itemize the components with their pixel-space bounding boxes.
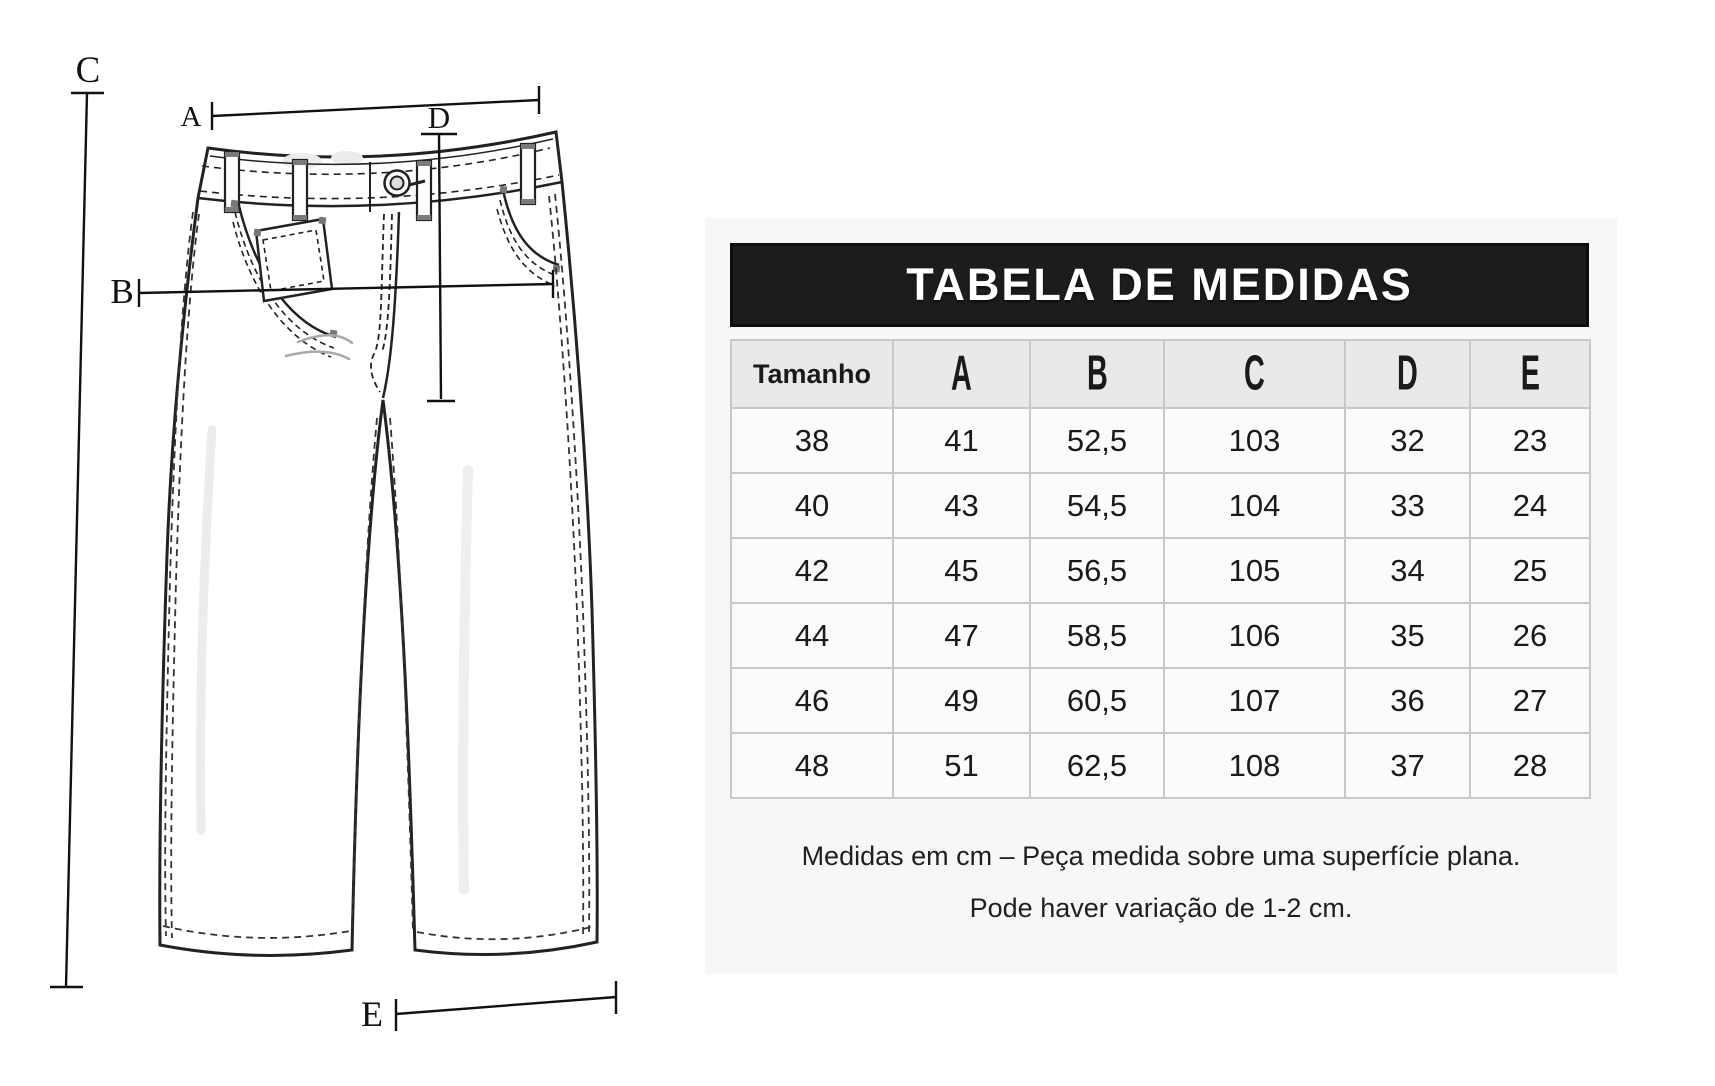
table-cell: 41: [893, 408, 1030, 473]
size-table: [730, 339, 1591, 799]
table-cell: 35: [1345, 603, 1470, 668]
measure-line-e: [396, 997, 616, 1014]
waist-button-inner: [391, 177, 404, 190]
table-cell: 34: [1345, 538, 1470, 603]
measurement-label-a: A: [180, 101, 202, 133]
measurement-e: [396, 981, 616, 1031]
measurement-label-c: C: [75, 50, 101, 91]
table-cell: 24: [1470, 473, 1590, 538]
table-cell: 60,5: [1030, 668, 1164, 733]
table-cell: 28: [1470, 733, 1590, 798]
table-cell: 107: [1164, 668, 1345, 733]
table-cell: 56,5: [1030, 538, 1164, 603]
table-cell: 33: [1345, 473, 1470, 538]
table-cell: 47: [893, 603, 1030, 668]
belt-loop: [293, 160, 307, 220]
jeans-technical-sketch: [0, 0, 660, 1086]
table-cell: 54,5: [1030, 473, 1164, 538]
table-cell: 104: [1164, 473, 1345, 538]
belt-loop: [521, 144, 535, 204]
table-cell-size: 40: [731, 473, 893, 538]
measurement-notes: [705, 830, 1617, 934]
table-cell: 106: [1164, 603, 1345, 668]
column-header-e: E: [1470, 340, 1590, 408]
table-cell: 58,5: [1030, 603, 1164, 668]
table-cell: 25: [1470, 538, 1590, 603]
table-cell: 105: [1164, 538, 1345, 603]
table-row: [731, 668, 1590, 733]
measure-line-a: [212, 100, 539, 116]
measurement-c: [50, 93, 104, 987]
belt-loop: [417, 161, 431, 220]
table-cell-size: 44: [731, 603, 893, 668]
column-header-a: A: [893, 340, 1030, 408]
table-row: [731, 473, 1590, 538]
measure-line-c: [66, 93, 87, 987]
measurement-a: [212, 86, 539, 130]
table-cell: 45: [893, 538, 1030, 603]
table-cell: 62,5: [1030, 733, 1164, 798]
table-cell: 51: [893, 733, 1030, 798]
table-cell: 49: [893, 668, 1030, 733]
table-row: [731, 733, 1590, 798]
size-table-panel: [705, 218, 1617, 974]
table-cell: 36: [1345, 668, 1470, 733]
table-cell: 26: [1470, 603, 1590, 668]
note-line-1: Medidas em cm – Peça medida sobre uma superfície plana.: [801, 841, 1521, 871]
measurement-label-e: E: [361, 994, 383, 1034]
table-cell: 37: [1345, 733, 1470, 798]
column-header-b: B: [1030, 340, 1164, 408]
table-title: TABELA DE MEDIDAS: [906, 259, 1413, 310]
table-cell: 23: [1470, 408, 1590, 473]
table-cell-size: 48: [731, 733, 893, 798]
table-cell-size: 46: [731, 668, 893, 733]
table-cell: 43: [893, 473, 1030, 538]
table-title-bar: [730, 243, 1589, 327]
table-cell-size: 42: [731, 538, 893, 603]
jeans-body-outline: [160, 132, 597, 955]
waistband-highlight: [331, 151, 363, 165]
table-cell: 108: [1164, 733, 1345, 798]
table-cell: 52,5: [1030, 408, 1164, 473]
table-cell-size: 38: [731, 408, 893, 473]
table-row: [731, 408, 1590, 473]
header-row: [731, 340, 1590, 408]
column-header-c: C: [1164, 340, 1345, 408]
measurement-label-b: B: [110, 272, 134, 311]
table-row: [731, 538, 1590, 603]
table-cell: 103: [1164, 408, 1345, 473]
table-cell: 32: [1345, 408, 1470, 473]
table-row: [731, 603, 1590, 668]
jeans-outline: [160, 132, 597, 955]
shade-streak: [463, 470, 468, 890]
note-line-2: Pode haver variação de 1-2 cm.: [969, 893, 1353, 923]
table-cell: 27: [1470, 668, 1590, 733]
column-header-d: D: [1345, 340, 1470, 408]
measurement-label-d: D: [427, 100, 451, 135]
column-header-tamanho: Tamanho: [731, 340, 893, 408]
